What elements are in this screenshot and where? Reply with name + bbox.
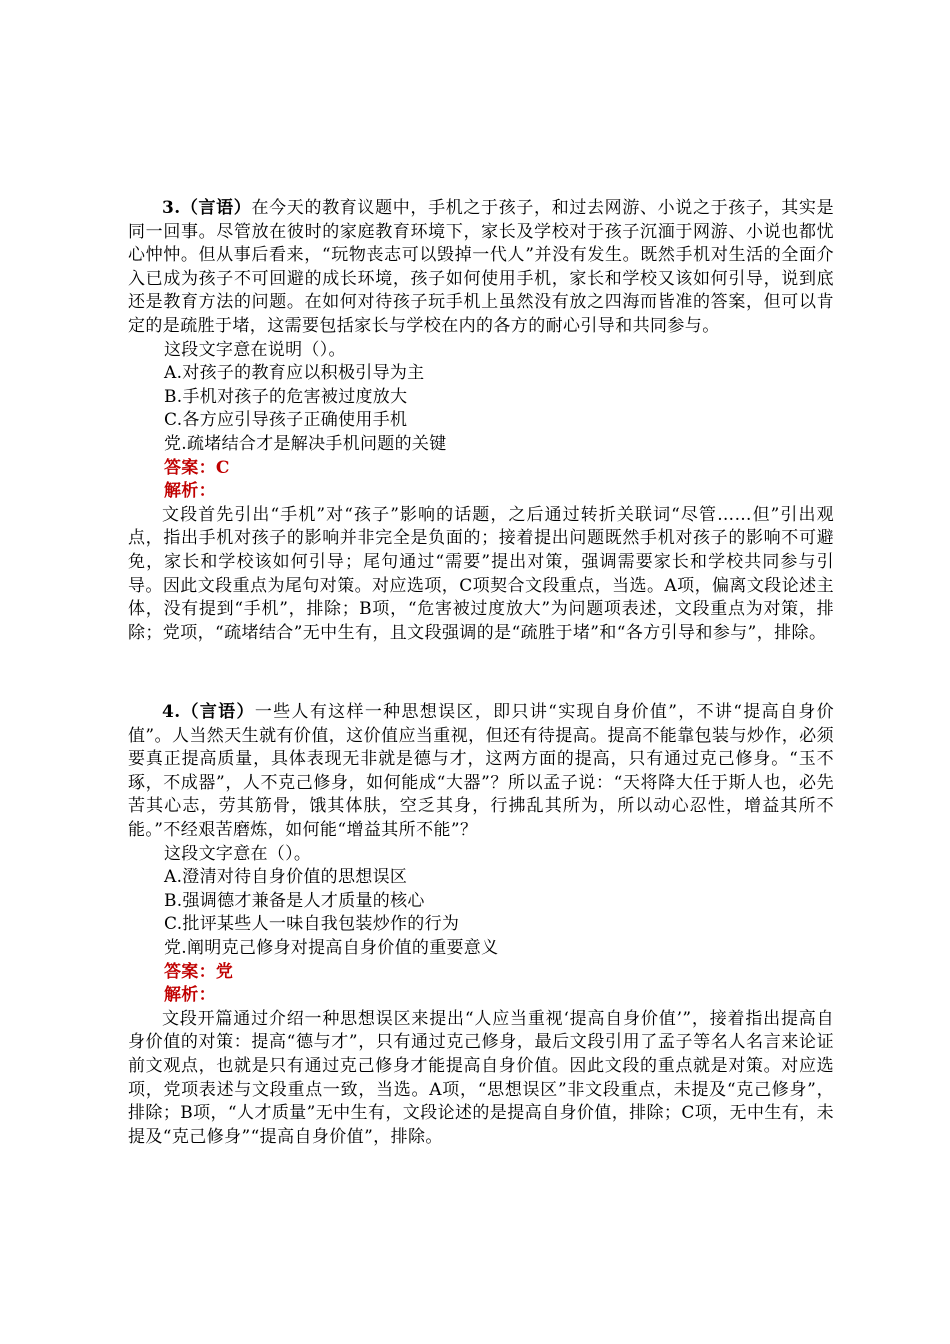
option-a: A.澄清对待自身价值的思想误区: [164, 867, 408, 888]
analysis-heading: 解析：: [164, 481, 216, 502]
passage-text: 在今天的教育议题中，手机之于孩子，和过去网游、小说之于孩子，其实是同一回事。尽管放在彼时的家庭教育环境下，家长及学校对于孩子沉湎于网游、小说也都忧心忡忡。但从事后看来，“玩物丧志可以毁掉一代人”并没有发生。既然手机对生活的全面介入已成为孩子不可回避的成长环境，孩子如何使用手机，家长和学校又该如何引导，说到底还是教育方法的问题。在如何对待孩子玩手机上虽然没有放之四海而皆准的答案，但可以肯定的是疏胜于堵，这需要包括家长与学校在内的各方的耐心引导和共同参与。: [128, 198, 834, 336]
option-d: 党.疏堵结合才是解决手机问题的关键: [164, 433, 447, 454]
question-tag: （言语）: [180, 198, 252, 218]
question-stem: 这段文字意在说明（）。: [164, 339, 346, 360]
answer-line: 答案：C: [164, 457, 230, 478]
option-b: B.手机对孩子的危害被过度放大: [164, 386, 408, 407]
question-stem: 这段文字意在（）。: [164, 843, 312, 864]
option-a: A.对孩子的教育应以积极引导为主: [164, 363, 425, 384]
answer-line: 答案：党: [164, 961, 234, 982]
question-passage: [128, 197, 834, 339]
passage-text: 一些人有这样一种思想误区，即只讲“实现自身价值”，不讲“提高自身价值”。人当然天生就有价值，这价值应当重视，但还有待提高。提高不能靠包装与炒作，必须要真正提高质量，具体表现无非就是德与才，这两方面的提高，只有通过克己修身。“玉不琢，不成器”，人不克己修身，如何能成“大器”？所以孟子说：“天将降大任于斯人也，必先苦其心志，劳其筋骨，饿其体肤，空乏其身，行拂乱其所为，所以动心忍性，增益其所不能。”不经艰苦磨炼，如何能“增益其所不能”？: [128, 702, 834, 840]
question-3: [128, 197, 834, 645]
question-tag: （言语）: [180, 702, 255, 722]
question-passage: [128, 701, 834, 843]
option-d: 党.阐明克己修身对提高自身价值的重要意义: [164, 937, 499, 958]
option-b: B.强调德才兼备是人才质量的核心: [164, 890, 425, 911]
question-4: [128, 701, 834, 1149]
question-number: 3.: [162, 198, 181, 218]
analysis-text: 文段开篇通过介绍一种思想误区来提出“人应当重视‘提高自身价值’”，接着指出提高自身价值的对策：提高“德与才”，只有通过克己修身，最后文段引用了孟子等名人名言来论证前文观点，也就是只有通过克己修身才能提高自身价值。因此文段的重点就是对策。对应选项，党项表述与文段重点一致，当选。A项，“思想误区”非文段重点，未提及“克己修身”，排除；B项，“人才质量”无中生有，文段论述的是提高自身价值，排除；C项，无中生有，未提及“克己修身”“提高自身价值”，排除。: [128, 1008, 834, 1147]
analysis-text: 文段首先引出“手机”对“孩子”影响的话题，之后通过转折关联词“尽管……但”引出观点，指出手机对孩子的影响并非完全是负面的；接着提出问题既然手机对孩子的影响不可避免，家长和学校该如何引导；尾句通过“需要”提出对策，强调需要家长和学校共同参与引导。因此文段重点为尾句对策。对应选项，C项契合文段重点，当选。A项，偏离文段论述主体，没有提到“手机”，排除；B项，“危害被过度放大”为问题项表述，文段重点为对策，排除；党项，“疏堵结合”无中生有，且文段强调的是“疏胜于堵”和“各方引导和参与”，排除。: [128, 504, 834, 643]
option-c: C.各方应引导孩子正确使用手机: [164, 410, 408, 431]
question-number: 4.: [162, 702, 181, 722]
option-c: C.批评某些人一味自我包装炒作的行为: [164, 914, 460, 935]
analysis-heading: 解析：: [164, 985, 216, 1006]
